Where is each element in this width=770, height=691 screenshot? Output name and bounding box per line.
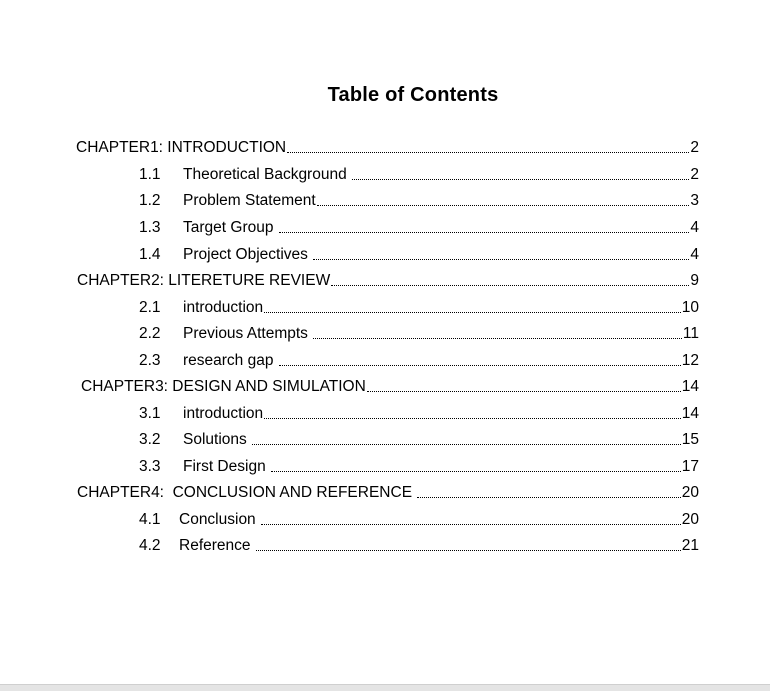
toc-page-number: 17	[681, 458, 699, 475]
toc-entry-number: 1.3	[139, 219, 161, 236]
toc-entry-label: CHAPTER2: LITERETURE REVIEW	[77, 272, 331, 289]
toc-entry[interactable]	[139, 510, 699, 530]
toc-entry-label: Project Objectives	[183, 246, 313, 263]
toc-leader	[279, 364, 681, 366]
toc-entry[interactable]	[81, 377, 699, 397]
toc-entry-label: First Design	[183, 458, 270, 475]
toc-page-number: 20	[681, 484, 699, 501]
toc-entry[interactable]	[139, 165, 699, 185]
toc-page-number: 10	[681, 299, 699, 316]
toc-page-number: 3	[690, 192, 699, 209]
toc-entry[interactable]	[76, 138, 699, 158]
toc-entry-label: Previous Attempts	[183, 325, 313, 342]
toc-leader	[252, 443, 681, 445]
toc-entry[interactable]	[139, 351, 699, 371]
toc-leader	[417, 496, 680, 498]
toc-leader	[264, 311, 681, 313]
toc-entry-label: Reference	[179, 537, 255, 554]
toc-leader	[313, 258, 689, 260]
toc-entry-number: 3.1	[139, 405, 161, 422]
toc-entry-label: Theoretical Background	[183, 166, 352, 183]
toc-leader	[264, 417, 681, 419]
toc-leader	[271, 470, 681, 472]
toc-entry-label: Target Group	[183, 219, 278, 236]
toc-page-number: 2	[690, 139, 699, 156]
toc-leader	[279, 231, 690, 233]
toc-leader	[313, 337, 682, 339]
toc-entry[interactable]	[77, 271, 699, 291]
toc-page-number: 14	[681, 378, 699, 395]
toc-entry-label: introduction	[183, 405, 264, 422]
toc-entry[interactable]	[139, 298, 699, 318]
toc-leader	[331, 284, 689, 286]
toc-entry-label: introduction	[183, 299, 264, 316]
toc-page-number: 21	[681, 537, 699, 554]
toc-entry-label: Conclusion	[179, 511, 260, 528]
toc-leader	[352, 178, 689, 180]
toc-page-number: 2	[690, 166, 699, 183]
toc-entry-label: CHAPTER3: DESIGN AND SIMULATION	[81, 378, 366, 395]
toc-entry-number: 3.3	[139, 458, 161, 475]
toc-page-number: 4	[690, 219, 699, 236]
toc-leader	[367, 390, 681, 392]
toc-leader	[317, 204, 690, 206]
toc-entry-number: 2.3	[139, 352, 161, 369]
toc-entry-number: 4.2	[139, 537, 161, 554]
toc-entry-number: 2.2	[139, 325, 161, 342]
toc-page-number: 11	[682, 325, 699, 342]
toc-entry[interactable]	[139, 218, 699, 238]
toc-entry[interactable]	[139, 324, 699, 344]
toc-entry-label: CHAPTER4: CONCLUSION AND REFERENCE	[77, 484, 417, 501]
toc-page-number: 20	[681, 511, 699, 528]
toc-leader	[287, 151, 689, 153]
toc-entry[interactable]	[139, 457, 699, 477]
toc-entry-number: 2.1	[139, 299, 161, 316]
toc-page-number: 14	[681, 405, 699, 422]
toc-entry-number: 1.2	[139, 192, 161, 209]
toc-page-number: 4	[690, 246, 699, 263]
toc-entry[interactable]	[77, 483, 699, 503]
toc-entry[interactable]	[139, 404, 699, 424]
toc-entry-number: 1.4	[139, 246, 161, 263]
toc-page-number: 12	[681, 352, 699, 369]
toc-entry-number: 4.1	[139, 511, 161, 528]
toc-entry[interactable]	[139, 245, 699, 265]
toc-page-number: 15	[681, 431, 699, 448]
toc-leader	[256, 549, 681, 551]
toc-entry[interactable]	[139, 191, 699, 211]
toc-entry-label: Solutions	[183, 431, 252, 448]
toc-page-number: 9	[690, 272, 699, 289]
toc-leader	[261, 523, 681, 525]
toc-entry-number: 3.2	[139, 431, 161, 448]
toc-entry-label: research gap	[183, 352, 278, 369]
page-title: Table of Contents	[327, 84, 499, 106]
toc-entry-number: 1.1	[139, 166, 161, 183]
toc-entry-label: CHAPTER1: INTRODUCTION	[76, 139, 287, 156]
toc-entry-label: Problem Statement	[183, 192, 316, 209]
toc-entry[interactable]	[139, 430, 699, 450]
toc-entry[interactable]	[139, 536, 699, 556]
